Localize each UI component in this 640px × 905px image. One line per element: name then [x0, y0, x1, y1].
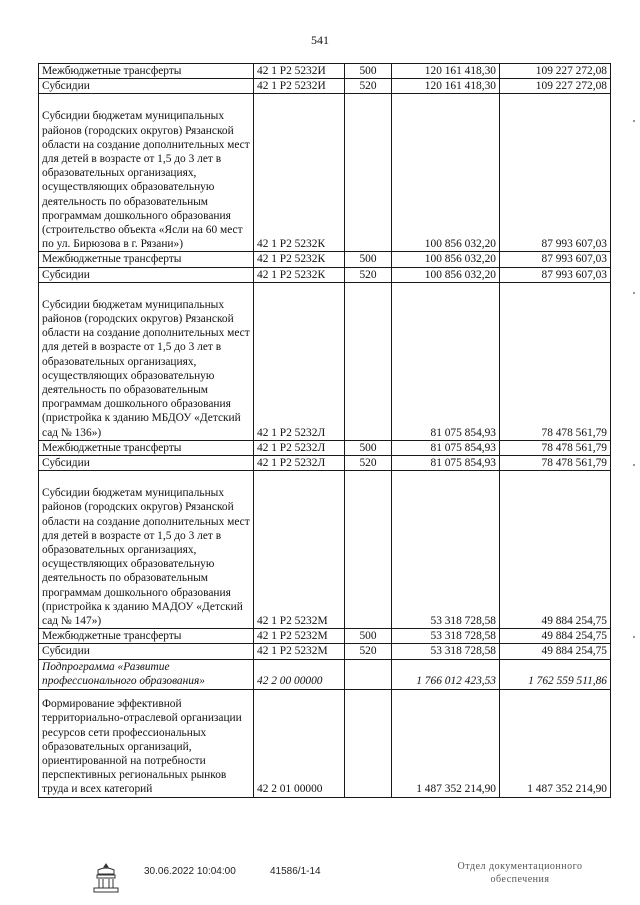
row-type-cell: [345, 659, 392, 689]
table-row: [39, 471, 611, 629]
document-number: 41586/1-14: [270, 866, 321, 877]
table-row: [39, 79, 611, 94]
row-code-cell: 42 1 Р2 5232Л: [254, 456, 345, 471]
row-code-cell: 42 1 Р2 5232Л: [254, 440, 345, 455]
row-name-cell: Межбюджетные трансферты: [39, 252, 254, 267]
row-code-cell: 42 1 Р2 5232И: [254, 64, 345, 79]
budget-table: [38, 63, 611, 798]
row-code-cell: 42 1 Р2 5232М: [254, 644, 345, 659]
row-sum-2022-cell: 81 075 854,93: [392, 440, 500, 455]
row-name-cell: Подпрограмма «Развитие профессионального образования»: [39, 659, 254, 689]
table-row: [39, 94, 611, 252]
row-name-cell: Формирование эффективной территориально-отраслевой организации ресурсов сети профессиональных образовательных организаций, ориентированной на потребности перспективных региональных рынков труда и всех категорий: [39, 689, 254, 797]
row-name-cell: Субсидии: [39, 79, 254, 94]
row-name-cell: Межбюджетные трансферты: [39, 64, 254, 79]
stamp-date: 30.06.2022 10:04:00: [144, 866, 236, 877]
footer: [0, 858, 640, 898]
row-sum-cell: 49 884 254,75: [500, 644, 611, 659]
table-row: [39, 659, 611, 689]
table-row: [39, 64, 611, 79]
row-sum-cell: 87 993 607,03: [500, 267, 611, 282]
row-sum-2022-cell: 120 161 418,30: [392, 64, 500, 79]
table-row: [39, 440, 611, 455]
row-type-cell: 520: [345, 267, 392, 282]
row-sum-2022-cell: 53 318 728,58: [392, 644, 500, 659]
row-type-cell: 520: [345, 79, 392, 94]
table-row: [39, 282, 611, 440]
row-sum-cell: 78 478 561,79: [500, 456, 611, 471]
row-code-cell: 42 1 Р2 5232М: [254, 471, 345, 629]
row-sum-cell: 49 884 254,75: [500, 471, 611, 629]
row-type-cell: [345, 689, 392, 797]
table-row: [39, 456, 611, 471]
row-sum-2022-cell: 100 856 032,20: [392, 252, 500, 267]
row-sum-2022-cell: 120 161 418,30: [392, 79, 500, 94]
table-row: [39, 644, 611, 659]
row-name-cell: Субсидии: [39, 267, 254, 282]
margin-marks: [633, 120, 637, 808]
budget-table-body: [39, 64, 611, 798]
row-type-cell: 520: [345, 456, 392, 471]
row-sum-2022-cell: 81 075 854,93: [392, 282, 500, 440]
row-code-cell: 42 2 01 00000: [254, 689, 345, 797]
row-sum-cell: 1 487 352 214,90: [500, 689, 611, 797]
row-sum-cell: 87 993 607,03: [500, 94, 611, 252]
row-code-cell: 42 1 Р2 5232К: [254, 252, 345, 267]
table-row: [39, 252, 611, 267]
row-code-cell: 42 1 Р2 5232М: [254, 629, 345, 644]
row-code-cell: 42 1 Р2 5232Л: [254, 282, 345, 440]
row-code-cell: 42 1 Р2 5232И: [254, 79, 345, 94]
row-type-cell: 500: [345, 64, 392, 79]
table-row: [39, 267, 611, 282]
department-stamp: Отдел документационного обеспечения: [457, 861, 583, 885]
row-sum-2022-cell: 100 856 032,20: [392, 94, 500, 252]
row-sum-cell: 109 227 272,08: [500, 64, 611, 79]
row-sum-2022-cell: 1 766 012 423,53: [392, 659, 500, 689]
row-name-cell: Субсидии: [39, 644, 254, 659]
row-name-cell: Субсидии: [39, 456, 254, 471]
row-code-cell: 42 1 Р2 5232К: [254, 267, 345, 282]
table-row: [39, 689, 611, 797]
row-sum-cell: 49 884 254,75: [500, 629, 611, 644]
row-name-cell: Межбюджетные трансферты: [39, 440, 254, 455]
row-name-cell: Субсидии бюджетам муниципальных районов (городских округов) Рязанской области на создание дополнительных мест для детей в возрасте от 1,5 до 3 лет в образовательных организациях, осуществляющих образовательную деятельность по образовательным программам дошкольного образования (пристройка к зданию МАДОУ «Детский сад № 147»): [39, 471, 254, 629]
row-name-cell: Субсидии бюджетам муниципальных районов (городских округов) Рязанской области на создание дополнительных мест для детей в возрасте от 1,5 до 3 лет в образовательных организациях, осуществляющих образовательную деятельность по образовательным программам дошкольного образования (пристройка к зданию МБДОУ «Детский сад № 136»): [39, 282, 254, 440]
row-type-cell: 520: [345, 644, 392, 659]
row-name-cell: Межбюджетные трансферты: [39, 629, 254, 644]
row-sum-cell: 87 993 607,03: [500, 252, 611, 267]
coat-of-arms-icon: [88, 862, 124, 894]
row-sum-2022-cell: 53 318 728,58: [392, 629, 500, 644]
row-type-cell: [345, 94, 392, 252]
row-sum-2022-cell: 100 856 032,20: [392, 267, 500, 282]
row-type-cell: 500: [345, 629, 392, 644]
row-type-cell: 500: [345, 252, 392, 267]
row-sum-cell: 1 762 559 511,86: [500, 659, 611, 689]
row-name-cell: Субсидии бюджетам муниципальных районов (городских округов) Рязанской области на создание дополнительных мест для детей в возрасте от 1,5 до 3 лет в образовательных организациях, осуществляющих образовательную деятельность по образовательным программам дошкольного образования (строительство объекта «Ясли на 60 мест по ул. Бирюзова в г. Рязани»): [39, 94, 254, 252]
row-sum-2022-cell: 53 318 728,58: [392, 471, 500, 629]
row-sum-cell: 109 227 272,08: [500, 79, 611, 94]
row-type-cell: [345, 471, 392, 629]
row-sum-cell: 78 478 561,79: [500, 282, 611, 440]
row-type-cell: 500: [345, 440, 392, 455]
table-row: [39, 629, 611, 644]
row-sum-cell: 78 478 561,79: [500, 440, 611, 455]
page-number: 541: [311, 33, 329, 47]
row-sum-2022-cell: 1 487 352 214,90: [392, 689, 500, 797]
row-code-cell: 42 1 Р2 5232К: [254, 94, 345, 252]
row-type-cell: [345, 282, 392, 440]
row-sum-2022-cell: 81 075 854,93: [392, 456, 500, 471]
row-code-cell: 42 2 00 00000: [254, 659, 345, 689]
